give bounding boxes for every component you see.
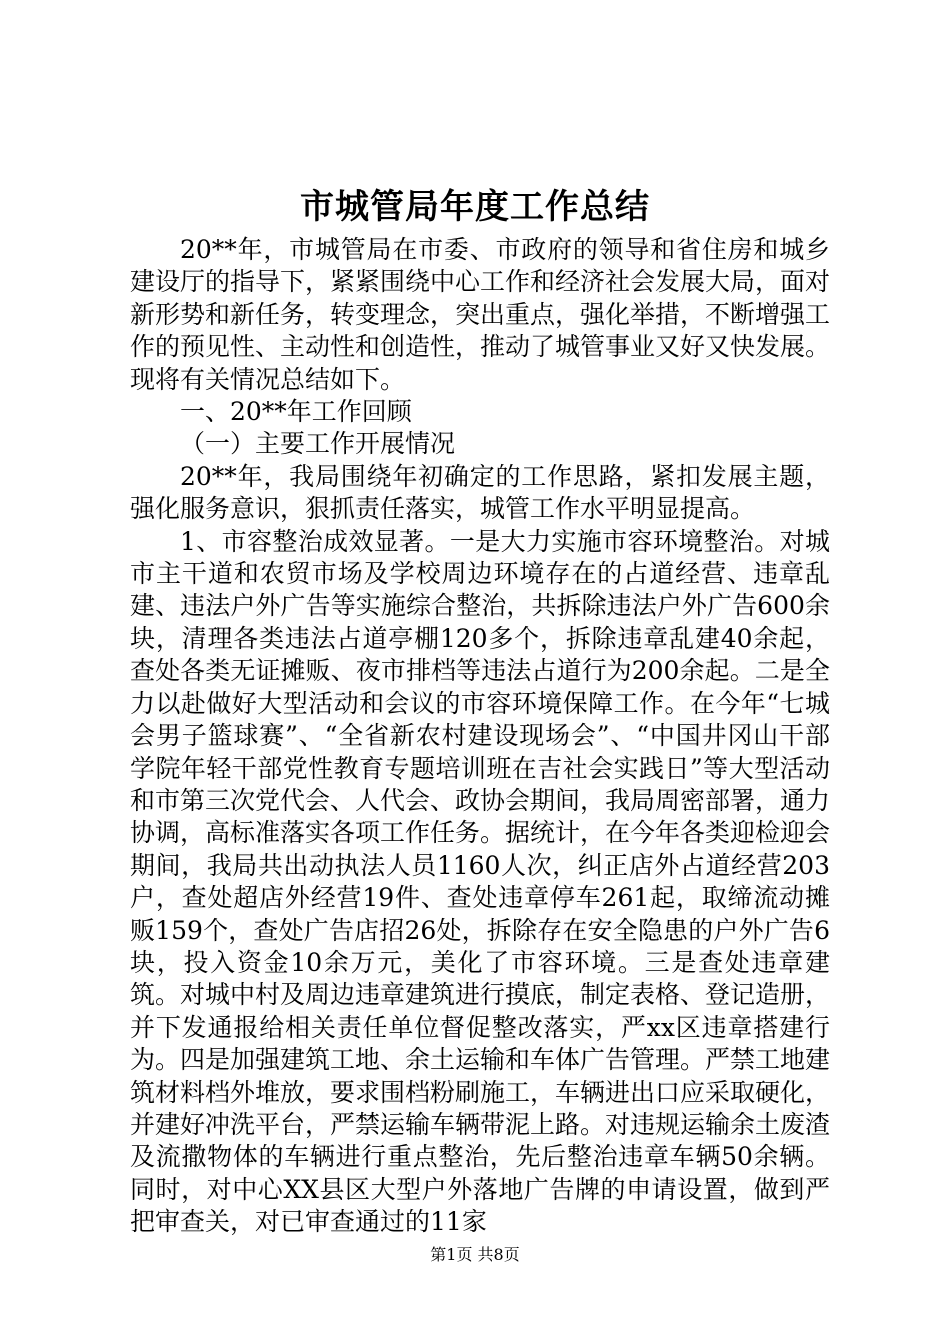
page-footer: 第1页 共8页 — [430, 1245, 520, 1264]
subsection-heading: （一）主要工作开展情况 — [180, 429, 456, 459]
section-heading: 一、20**年工作回顾 — [180, 397, 412, 427]
document-title: 市城管局年度工作总结 — [300, 187, 650, 227]
document-body — [130, 234, 830, 1239]
detail-paragraph: 1、市容整治成效显著。一是大力实施市容环境整治。对城市主干道和农贸市场及学校周边环境存在的占道经营、违章乱建、违法户外广告等实施综合整治，共拆除违法户外广告600余块，清理各类违法占道亭棚120多个，拆除违章乱建40余起，查处各类无证摊贩、夜市排档等违法占道行为200余起。二是全力以赴做好大型活动和会议的市容环境保障工作。在今年“七城会男子篮球赛”、“全省新农村建设现场会”、“中国井冈山干部学院年轻干部党性教育专题培训班在吉社会实践日”等大型活动和市第三次党代会、人代会、政协会期间，我局周密部署，通力协调，高标准落实各项工作任务。据统计，在今年各类迎检迎会期间，我局共出动执法人员1160人次，纠正店外占道经营203户，查处超店外经营19件、查处违章停车261起，取缔流动摊贩159个，查处广告店招26处，拆除存在安全隐患的户外广告6块，投入资金10余万元，美化了市容环境。三是查处违章建筑。对城中村及周边违章建筑进行摸底，制定表格、登记造册，并下发通报给相关责任单位督促整改落实，严xx区违章搭建行为。四是加强建筑工地、余土运输和车体广告管理。严禁工地建筑材料档外堆放，要求围档粉刷施工，车辆进出口应采取硬化，并建好冲洗平台，严禁运输车辆带泥上路。对违规运输余土废渣及流撒物体的车辆进行重点整治，先后整治违章车辆50余辆。同时，对中心XX县区大型户外落地广告牌的申请设置，做到严把审查关，对已审查通过的11家 — [130, 526, 831, 1237]
intro-paragraph: 20**年，市城管局在市委、市政府的领导和省住房和城乡建设厅的指导下，紧紧围绕中心工作和经济社会发展大局，面对新形势和新任务，转变理念，突出重点，强化举措，不断增强工作的预见性、主动性和创造性，推动了城管事业又好又快发展。现将有关情况总结如下。 — [130, 235, 831, 394]
summary-paragraph: 20**年，我局围绕年初确定的工作思路，紧扣发展主题，强化服务意识，狠抓责任落实，城管工作水平明显提高。 — [130, 461, 830, 524]
